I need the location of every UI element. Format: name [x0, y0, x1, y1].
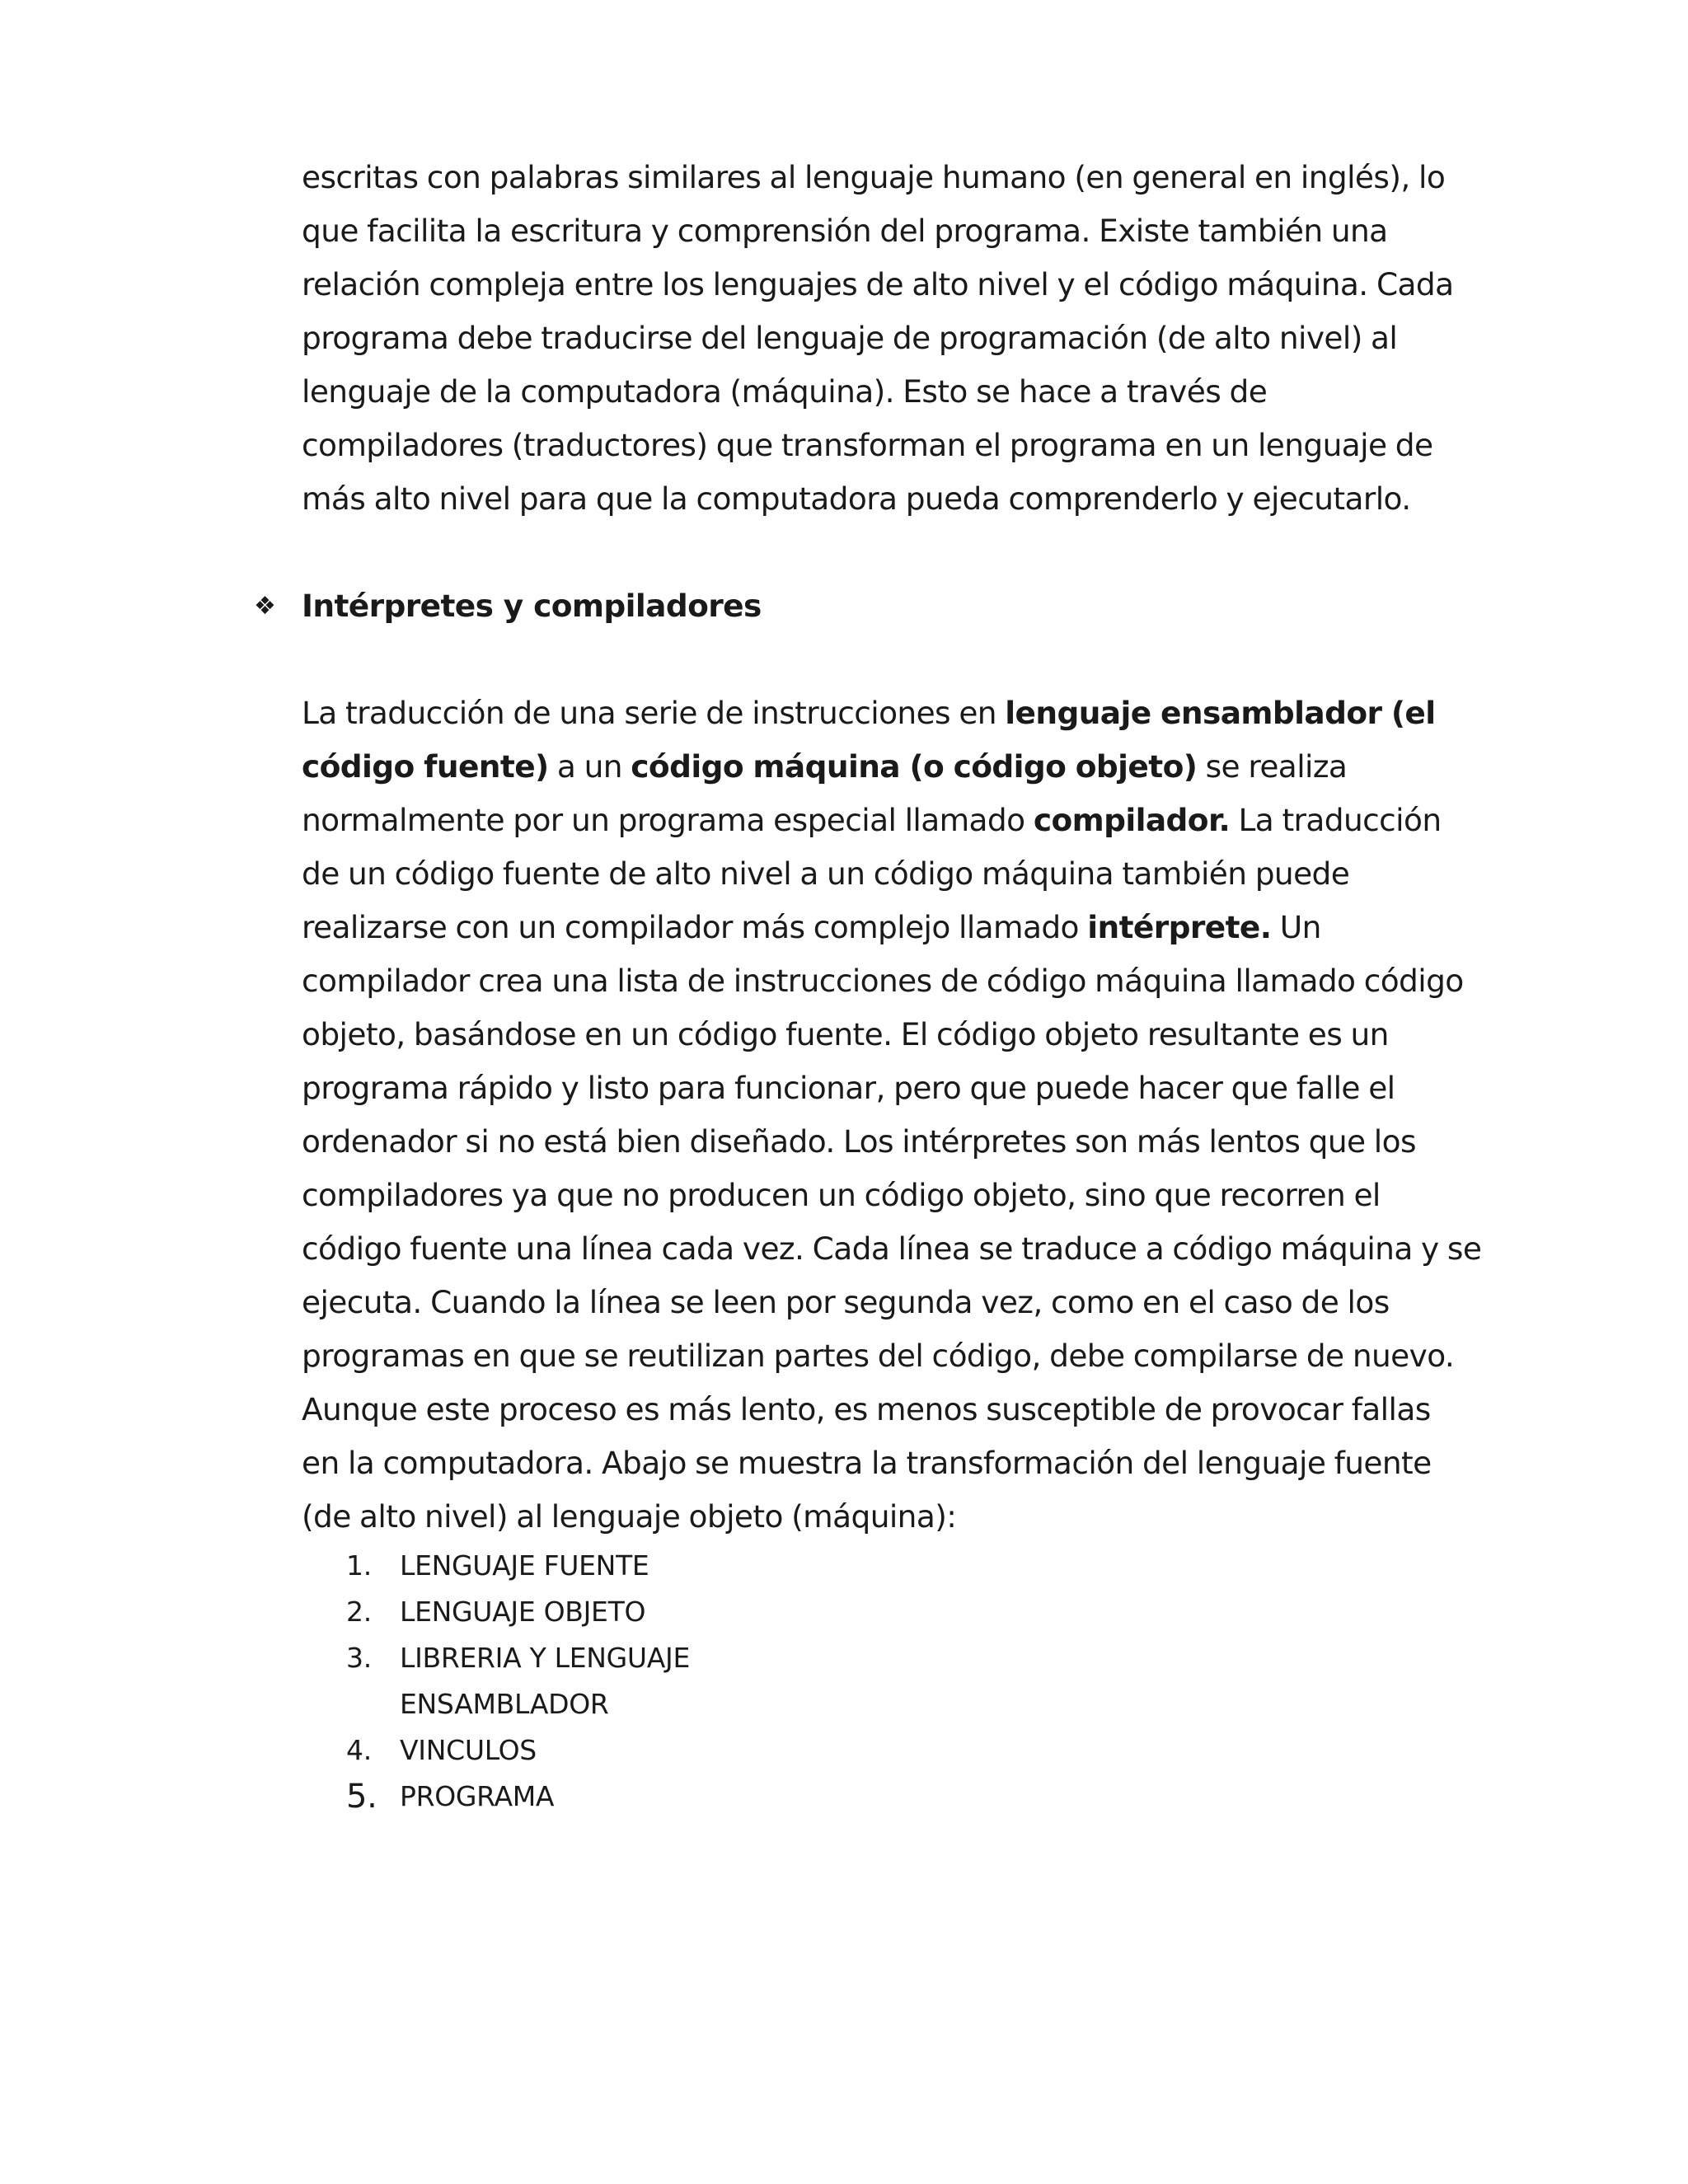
list-number: 4. — [346, 1734, 372, 1766]
text-line — [302, 901, 1530, 954]
text-line: código fuente una línea cada vez. Cada línea se traduce a código máquina y se — [302, 1230, 1482, 1267]
text-line: programa debe traducirse del lenguaje de programación (de alto nivel) al — [302, 320, 1398, 356]
list-number: 3. — [346, 1642, 372, 1674]
text-line: Aunque este proceso es más lento, es menos susceptible de provocar fallas — [302, 1391, 1431, 1427]
text-line: escritas con palabras similares al lenguaje humano (en general en inglés), lo — [302, 159, 1446, 195]
bold-term: código fuente) — [302, 748, 549, 785]
text-run: realizarse con un compilador más complejo llamado — [302, 909, 1088, 945]
list-item-text-continued: ENSAMBLADOR — [400, 1688, 609, 1720]
text-line: lenguaje de la computadora (máquina). Esto se hace a través de — [302, 373, 1268, 410]
list-item — [346, 1727, 690, 1774]
text-run: se realiza — [1197, 748, 1348, 785]
text-run: normalmente por un programa especial llamado — [302, 802, 1034, 838]
diamond-bullet-icon: ❖ — [254, 592, 276, 621]
list-item — [346, 1774, 690, 1820]
text-line — [302, 687, 1530, 740]
list-item-text: LENGUAJE FUENTE — [400, 1549, 649, 1582]
text-line: programa rápido y listo para funcionar, pero que puede hacer que falle el — [302, 1070, 1395, 1106]
list-item-text: PROGRAMA — [400, 1780, 555, 1812]
paragraph-intro — [302, 151, 1530, 526]
paragraph-interpreters — [302, 687, 1530, 1544]
list-number: 2. — [346, 1596, 372, 1628]
text-run: a un — [548, 748, 631, 785]
section-heading — [254, 579, 762, 633]
bold-term: intérprete. — [1087, 909, 1272, 945]
text-line: que facilita la escritura y comprensión del programa. Existe también una — [302, 213, 1388, 249]
list-item-text: LIBRERIA Y LENGUAJE — [400, 1642, 691, 1674]
bold-term: lenguaje ensamblador (el — [1005, 695, 1436, 731]
list-number: 1. — [346, 1549, 372, 1582]
text-line: de un código fuente de alto nivel a un código máquina también puede — [302, 855, 1350, 892]
text-line — [302, 794, 1530, 847]
text-line — [302, 740, 1530, 794]
list-item — [346, 1635, 690, 1727]
bold-term: compilador. — [1033, 802, 1231, 838]
text-line: compiladores ya que no producen un código objeto, sino que recorren el — [302, 1177, 1381, 1213]
text-line: compilador crea una lista de instrucciones de código máquina llamado código — [302, 963, 1464, 999]
text-line: más alto nivel para que la computadora pueda comprenderlo y ejecutarlo. — [302, 480, 1411, 517]
text-line: (de alto nivel) al lenguaje objeto (máquina): — [302, 1498, 957, 1535]
section-heading-text: Intérpretes y compiladores — [302, 588, 762, 624]
bold-term: código máquina (o código objeto) — [631, 748, 1198, 785]
list-item-text: LENGUAJE OBJETO — [400, 1596, 646, 1628]
list-number: 5. — [346, 1778, 377, 1816]
list-item-text: VINCULOS — [400, 1734, 537, 1766]
text-line: programas en que se reutilizan partes del código, debe compilarse de nuevo. — [302, 1338, 1455, 1374]
list-item — [346, 1543, 690, 1589]
text-line: ejecuta. Cuando la línea se leen por segunda vez, como en el caso de los — [302, 1284, 1390, 1320]
text-line: objeto, basándose en un código fuente. El código objeto resultante es un — [302, 1016, 1389, 1052]
text-line: relación compleja entre los lenguajes de alto nivel y el código máquina. Cada — [302, 266, 1454, 302]
text-run: La traducción — [1230, 802, 1442, 838]
text-line: compiladores (traductores) que transforman el programa en un lenguaje de — [302, 427, 1433, 463]
list-item — [346, 1589, 690, 1635]
text-line: en la computadora. Abajo se muestra la transformación del lenguaje fuente — [302, 1445, 1432, 1481]
numbered-list — [346, 1543, 690, 1820]
text-line: ordenador si no está bien diseñado. Los intérpretes son más lentos que los — [302, 1123, 1416, 1160]
text-run: Un — [1271, 909, 1321, 945]
text-run: La traducción de una serie de instrucciones en — [302, 695, 1006, 731]
